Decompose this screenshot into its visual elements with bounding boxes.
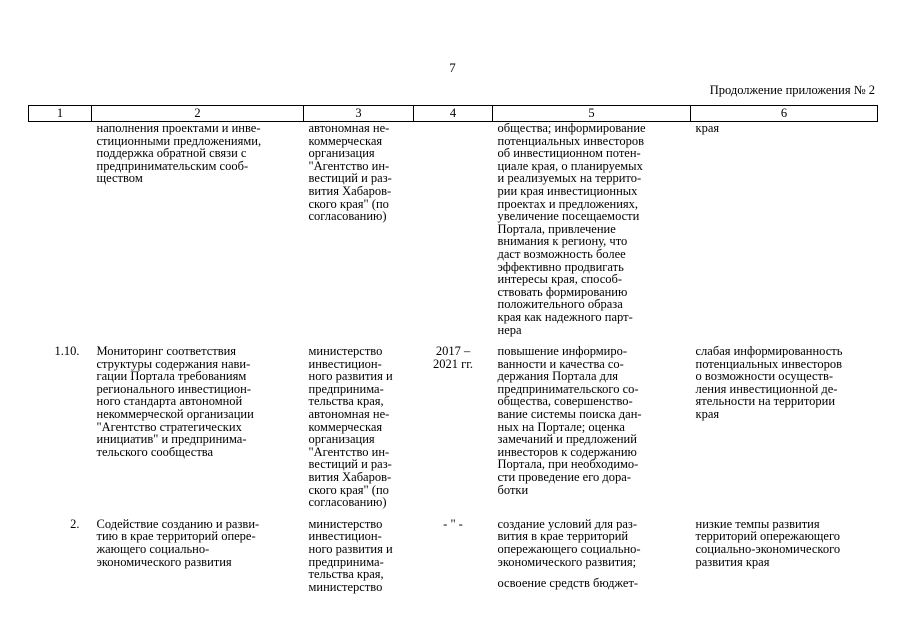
cell-text-line: министерство: [308, 344, 383, 359]
period-cell: [414, 509, 493, 594]
cell-text-line: ществом: [96, 171, 143, 186]
cell-text-line: нера: [497, 322, 522, 337]
cell-text-line: гации Портала требованиям: [96, 369, 247, 384]
header-col-6: 6: [691, 106, 878, 122]
cell-text-line: "Агентство стратегических: [96, 419, 242, 434]
risk-cell: [691, 336, 878, 509]
cell-text-line: о возможности осуществ-: [695, 369, 834, 384]
activity-cell: [92, 336, 304, 509]
cell-text-line: тию в крае территорий опере-: [96, 529, 256, 544]
table-header-row: [29, 106, 878, 122]
cell-text-line: инвесторов к содержанию: [497, 444, 637, 459]
cell-text-line: коммерческая: [308, 419, 383, 434]
cell-text-line: ствовать формированию: [497, 284, 628, 299]
plan-table: [28, 105, 878, 593]
cell-text-line: структуры содержания нави-: [96, 356, 251, 371]
cell-text-line: экономического развития: [96, 554, 232, 569]
cell-text-line: держания Портала для: [497, 369, 618, 384]
cell-text-line: положительного образа: [497, 297, 623, 312]
table-row: [29, 336, 878, 509]
cell-text-line: ного развития и: [308, 369, 393, 384]
cell-text-line: коммерческая: [308, 133, 383, 148]
row-number: 2.: [70, 516, 80, 531]
cell-text-line: тельства края,: [308, 567, 384, 582]
cell-text-line: края: [695, 121, 720, 135]
cell-text-line: интересы края, способ-: [497, 272, 623, 287]
cell-text-line: наполнения проектами и инве-: [96, 121, 261, 135]
cell-text-line: предпринимательского со-: [497, 381, 639, 396]
risk-cell: [691, 509, 878, 594]
cell-text-line: министерство: [308, 579, 383, 594]
header-col-2: 2: [92, 106, 304, 122]
cell-text-line: потенциальных инвесторов: [497, 133, 644, 148]
cell-text-line: вития Хабаров-: [308, 470, 392, 485]
cell-text-line: предпринима-: [308, 381, 384, 396]
cell-text-line: развития края: [695, 554, 770, 569]
cell-text-line: ского края" (по: [308, 482, 389, 497]
cell-text-line: вание системы поиска дан-: [497, 407, 642, 422]
cell-text-line: экономического развития;: [497, 554, 637, 569]
cell-text-line: опережающего социально-: [497, 542, 641, 556]
cell-text-line: слабая информированность: [695, 344, 843, 359]
cell-text-line: 2017 –: [435, 344, 471, 359]
cell-text-line: Портала, привлечение: [497, 221, 616, 236]
cell-text-line: потенциальных инвесторов: [695, 356, 842, 371]
page-number: 7: [449, 60, 456, 75]
cell-text-line: согласованию): [308, 209, 387, 224]
cell-text-line: 2021 гг.: [432, 356, 474, 371]
cell-text-line: некоммерческой организации: [96, 407, 254, 422]
cell-text-line: даст возможность более: [497, 246, 626, 261]
cell-text-line: автономная не-: [308, 407, 390, 422]
cell-text-line: жающего социально-: [96, 542, 210, 556]
cell-text-line: организация: [308, 432, 375, 447]
cell-text-line: вестиций и раз-: [308, 171, 392, 186]
cell-text-line: сти проведение его дора-: [497, 470, 631, 485]
cell-text-line: автономная не-: [308, 121, 390, 135]
cell-text-line: Содействие созданию и разви-: [96, 516, 260, 531]
cell-text-line: внимания к региону, что: [497, 234, 628, 249]
table-row: [29, 122, 878, 337]
cell-text-line: ного развития и: [308, 542, 393, 556]
cell-text-line: циале края, о планируемых: [497, 158, 643, 173]
executor-cell: [304, 336, 414, 509]
cell-text-line: низкие темпы развития: [695, 516, 820, 531]
cell-text-line: Портала, при необходимо-: [497, 457, 639, 472]
cell-text-line: предпринимательским сооб-: [96, 158, 249, 173]
cell-text-line: края как надежного парт-: [497, 309, 633, 324]
cell-text-line: инициатив" и предпринима-: [96, 432, 247, 447]
activity-cell: [92, 122, 304, 337]
cell-text-line: ботки: [497, 482, 529, 497]
result-cell: [493, 122, 691, 337]
cell-text-line: инвестицион-: [308, 356, 382, 371]
cell-text-line: ского края" (по: [308, 196, 389, 211]
activity-cell: [92, 509, 304, 594]
cell-text-line: проектах и предложениях,: [497, 196, 639, 211]
executor-cell: [304, 122, 414, 337]
cell-text-line: ятельности на территории: [695, 394, 836, 409]
row-number: [29, 122, 92, 337]
cell-text-line: края: [695, 407, 720, 422]
cell-text-line: увеличение посещаемости: [497, 209, 640, 224]
period-cell: [414, 336, 493, 509]
risk-cell: [691, 122, 878, 337]
header-col-5: 5: [493, 106, 691, 122]
cell-text-line: ного стандарта автономной: [96, 394, 243, 409]
result-cell: [493, 509, 691, 594]
cell-text-line: вития в крае территорий: [497, 529, 629, 544]
cell-text-line: общества, совершенство-: [497, 394, 633, 409]
cell-text-line: Мониторинг соответствия: [96, 344, 237, 359]
cell-text-line: освоение средств бюджет-: [497, 576, 639, 591]
cell-text-line: повышение информиро-: [497, 344, 628, 359]
cell-text-line: инвестицион-: [308, 529, 382, 544]
cell-text-line: министерство: [308, 516, 383, 531]
cell-text-line: - " -: [443, 516, 463, 531]
cell-text-line: общества; информирование: [497, 121, 646, 135]
cell-text-line: ванности и качества со-: [497, 356, 624, 371]
table-row: [29, 509, 878, 594]
cell-text-line: замечаний и предложений: [497, 432, 637, 447]
executor-cell: [304, 509, 414, 594]
cell-text-line: и реализуемых на террито-: [497, 171, 642, 186]
cell-text-line: вития Хабаров-: [308, 183, 392, 198]
cell-text-line: создание условий для раз-: [497, 516, 638, 531]
cell-text-line: регионального инвестицион-: [96, 381, 252, 396]
header-col-1: 1: [29, 106, 92, 122]
cell-text-line: тельства края,: [308, 394, 384, 409]
result-cell: [493, 336, 691, 509]
cell-text-line: согласованию): [308, 495, 387, 510]
header-col-4: 4: [414, 106, 493, 122]
cell-text-line: территорий опережающего: [695, 529, 841, 544]
cell-text-line: стиционными предложениями,: [96, 133, 262, 148]
cell-text-line: организация: [308, 146, 375, 161]
cell-text-line: тельского сообщества: [96, 444, 214, 459]
cell-text-line: рии края инвестиционных: [497, 183, 638, 198]
row-number: 1.10.: [54, 344, 80, 359]
cell-text-line: "Агентство ин-: [308, 444, 390, 459]
cell-text-line: поддержка обратной связи с: [96, 146, 247, 161]
cell-text-line: об инвестиционном потен-: [497, 146, 641, 161]
period-cell: [414, 122, 493, 337]
cell-text-line: ных на Портале; оценка: [497, 419, 625, 434]
cell-text-line: предпринима-: [308, 554, 384, 569]
continuation-label: Продолжение приложения № 2: [709, 83, 875, 97]
cell-text-line: социально-экономического: [695, 542, 841, 556]
cell-text-line: ления инвестиционной де-: [695, 381, 838, 396]
header-col-3: 3: [304, 106, 414, 122]
cell-text-line: эффективно продвигать: [497, 259, 624, 274]
cell-text-line: вестиций и раз-: [308, 457, 392, 472]
cell-text-line: "Агентство ин-: [308, 158, 390, 173]
